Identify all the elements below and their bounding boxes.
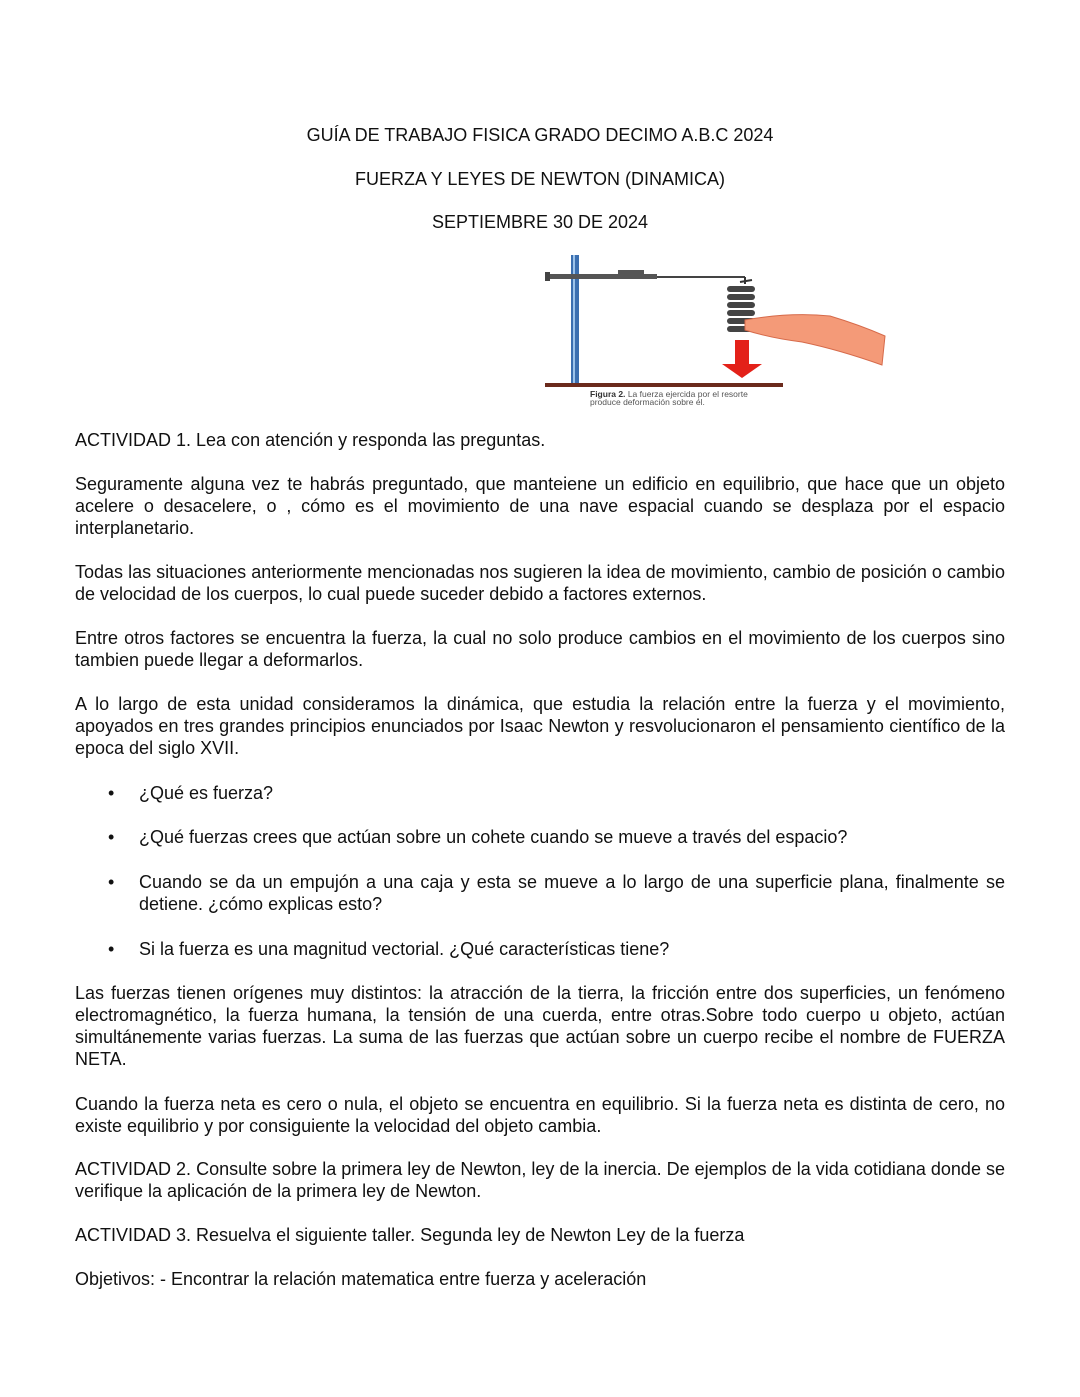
figure-caption: Figura 2. La fuerza ejercida por el resorte produce deformación sobre él. — [590, 389, 748, 407]
question-list-item: • ¿Qué es fuerza? — [108, 783, 274, 803]
objectives: Objetivos: - Encontrar la relación matematica entre fuerza y aceleración — [75, 1269, 647, 1289]
document-title: GUÍA DE TRABAJO FISICA GRADO DECIMO A.B.C 2024 — [306, 125, 774, 145]
activity-3-heading: ACTIVIDAD 3. Resuelva el siguiente taller. Segunda ley de Newton Ley de la fuerza — [75, 1225, 745, 1245]
paragraph: Entre otros factores se encuentra la fuerza, la cual no solo produce cambios en el movimiento de los cuerpos sino tambien puede llegar a deformarlos. — [75, 628, 1005, 670]
question-list-item: • ¿Qué fuerzas crees que actúan sobre un cohete cuando se mueve a través del espacio? — [108, 827, 848, 847]
question-list-item: • Cuando se da un empujón a una caja y esta se mueve a lo largo de una superficie plana, finalmente se detiene. ¿cómo explicas esto? — [108, 872, 1005, 914]
paragraph: Las fuerzas tienen orígenes muy distintos: la atracción de la tierra, la fricción entre dos superficies, un fenómeno electromagnético, la fuerza humana, la tensión de una cuerda, entre otras.Sobre todo cuerpo u objeto, actúan simultánemente varias fuerzas. La suma de las fuerzas que actúan sobre un cuerpo recibe el nombre de FUERZA NETA. — [75, 983, 1005, 1069]
question-list-item: • Si la fuerza es una magnitud vectorial. ¿Qué características tiene? — [108, 939, 670, 959]
document-subtitle: FUERZA Y LEYES DE NEWTON (DINAMICA) — [354, 169, 726, 189]
activity-1-heading: ACTIVIDAD 1. Lea con atención y responda las preguntas. — [75, 430, 546, 450]
document-date: SEPTIEMBRE 30 DE 2024 — [431, 212, 649, 232]
spring-figure-image — [540, 250, 960, 410]
paragraph: Seguramente alguna vez te habrás preguntado, que manteiene un edificio en equilibrio, que hace que un objeto acelere o desacelere, o , cómo es el movimiento de una nave espacial cuando se desplaza por el espacio interplanetario. — [75, 474, 1005, 538]
activity-2-heading: ACTIVIDAD 2. Consulte sobre la primera ley de Newton, ley de la inercia. De ejemplos de la vida cotidiana donde se verifique la aplicación de la primera ley de Newton. — [75, 1159, 1005, 1201]
paragraph: A lo largo de esta unidad consideramos la dinámica, que estudia la relación entre la fuerza y el movimiento, apoyados en tres grandes principios enunciados por Isaac Newton y resvolucionaron el pensamiento científico de la epoca del siglo XVII. — [75, 694, 1005, 758]
paragraph: Cuando la fuerza neta es cero o nula, el objeto se encuentra en equilibrio. Si la fuerza neta es distinta de cero, no existe equilibrio y por consiguiente la velocidad del objeto cambia. — [75, 1094, 1005, 1136]
paragraph: Todas las situaciones anteriormente mencionadas nos sugieren la idea de movimiento, cambio de posición o cambio de velocidad de los cuerpos, lo cual puede suceder debido a factores externos. — [75, 562, 1005, 604]
